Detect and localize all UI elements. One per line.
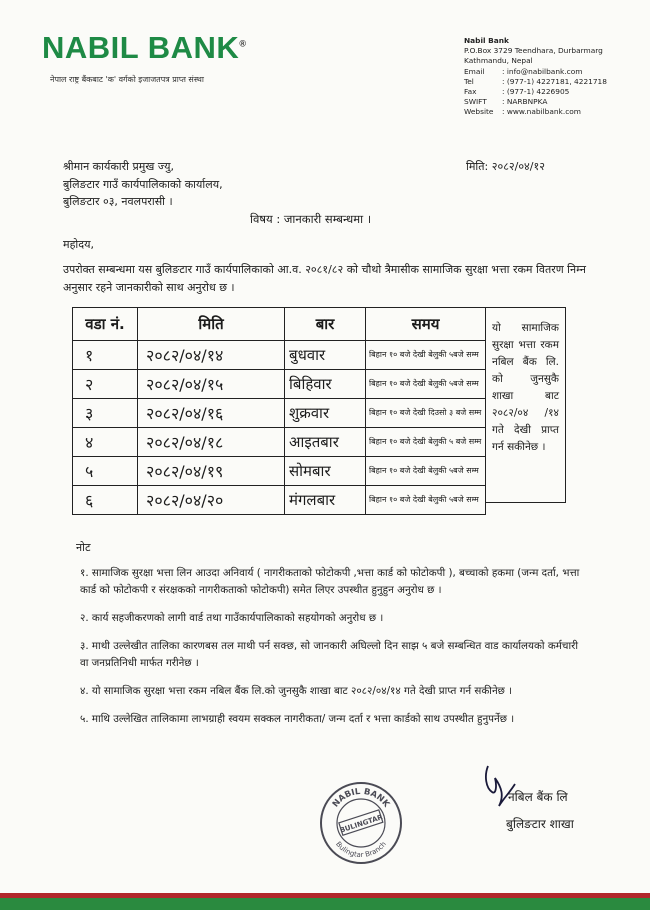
table-row (73, 486, 486, 515)
ward-cell: २ (73, 370, 138, 399)
notes-heading: नोट (76, 541, 91, 554)
date-cell: २०८२/०४/२० (138, 486, 285, 515)
ward-cell: ६ (73, 486, 138, 515)
time-cell: बिहान १० बजे देखी बेलुकी ५बजे सम्म (366, 486, 486, 515)
ward-cell: ५ (73, 457, 138, 486)
registered-mark: ® (239, 38, 247, 49)
date-cell: २०८२/०४/१९ (138, 457, 285, 486)
time-cell: बिहान १० बजे देखी बेलुकी ५ बजे सम्म (366, 428, 486, 457)
svg-text:Bulingtar Branch (334, 840, 388, 859)
day-cell: सोमबार (285, 457, 366, 486)
table-row (73, 370, 486, 399)
note-item: ४. यो सामाजिक सुरक्षा भत्ता रकम नबिल बैंक लि.को जुनसुकै शाखा बाट २०८२/०४/१४ गते देखी प्राप्त गर्न सकीनेछ । (80, 685, 513, 697)
letter-date: मिति: २०८२/०४/१२ (466, 160, 545, 173)
contact-swift: SWIFT : NARBNPKA (464, 97, 548, 107)
contact-tel: Tel : (977-1) 4227181, 4221718 (464, 76, 607, 86)
signature-bank-name: नबिल बैंक लि (508, 790, 568, 804)
branch-stamp (318, 780, 404, 866)
ward-cell: ४ (73, 428, 138, 457)
header-time: समय (366, 308, 486, 341)
signature-branch-name: बुलिङटार शाखा (506, 817, 574, 831)
day-cell: मंगलबार (285, 486, 366, 515)
bank-tagline: नेपाल राष्ट्र बैंकबाट 'क' वर्गको इजाजतपत्र प्राप्त संस्था (50, 75, 204, 84)
ward-cell: ३ (73, 399, 138, 428)
logo-text: NABIL BANK (42, 30, 240, 65)
date-cell: २०८२/०४/१४ (138, 341, 285, 370)
date-cell: २०८२/०४/१६ (138, 399, 285, 428)
time-cell: बिहान १० बजे देखी दिउसो ३ बजे सम्म (366, 399, 486, 428)
table-row (73, 428, 486, 457)
table-row (73, 457, 486, 486)
stamp-top-text: NABIL BANK (330, 786, 392, 810)
date-cell: २०८२/०४/१५ (138, 370, 285, 399)
table-row (73, 341, 486, 370)
addressee-line: बुलिङटार ०३, नवलपरासी । (63, 195, 173, 208)
contact-email: Email : info@nabilbank.com (464, 66, 583, 76)
ward-cell: १ (73, 341, 138, 370)
time-cell: बिहान १० बजे देखी बेलुकी ५बजे सम्म (366, 370, 486, 399)
note-item: २. कार्य सहजीकरणको लागी वार्ड तथा गाउँकार्यपालिकाको सहयोगको अनुरोध छ । (80, 612, 384, 624)
header-ward: वडा नं. (73, 308, 138, 341)
stamp-bottom-text: Bulingtar Branch (334, 840, 388, 860)
table-header-row (73, 308, 486, 341)
day-cell: शुक्रवार (285, 399, 366, 428)
note-item: १. सामाजिक सुरक्षा भत्ता लिन आउदा अनिवार्य ( नागरीकताको फोटोकपी ,भत्ता कार्ड को फोटोकपी ), बच्चाको हकमा (जन्म दर्ता, भत्ता कार्ड को फोटोकपी र संरक्षकको नागरीकताको फोटोकपी) समेत लिएर उपस्थीत हुनुहुन अनुरोध छ । (80, 567, 580, 596)
contact-block (464, 36, 607, 118)
day-cell: बुधवार (285, 341, 366, 370)
stamp-middle-text: BULINGTAR (338, 813, 384, 835)
salutation: महोदय, (63, 238, 94, 251)
intro-paragraph: उपरोक्त सम्बन्धमा यस बुलिङटार गाउँ कार्यपालिकाको आ.व. २०८१/८२ को चौथो त्रैमासीक सामाजिक सुरक्षा भत्ता रकम वितरण निम्न अनुसार रहने जानकारीको साथ अनुरोध छ । (63, 263, 586, 294)
address-line-1: P.O.Box 3729 Teendhara, Durbarmarg (464, 46, 603, 56)
address-line-2: Kathmandu, Nepal (464, 56, 533, 66)
addressee-block (63, 158, 223, 211)
schedule-table (72, 307, 486, 515)
day-cell: आइतबार (285, 428, 366, 457)
subject-line: विषय : जानकारी सम्बन्धमा । (250, 212, 372, 226)
addressee-line: बुलिङटार गाउँ कार्यपालिकाको कार्यालय, (63, 177, 223, 191)
contact-fax: Fax : (977-1) 4226905 (464, 87, 570, 97)
addressee-line: श्रीमान कार्यकारी प्रमुख ज्यु, (63, 160, 174, 173)
table-row (73, 399, 486, 428)
note-item: ५. माथि उल्लेखित तालिकामा लाभग्राही स्वयम सक्कल नागरीकता/ जन्म दर्ता र भत्ता कार्डको साथ उपस्थीत हुनुपर्नेछ । (80, 713, 515, 725)
header-day: बार (285, 308, 366, 341)
time-cell: बिहान १० बजे देखी बेलुकी ५बजे सम्म (366, 457, 486, 486)
bank-logo (42, 30, 246, 66)
date-cell: २०८२/०४/१८ (138, 428, 285, 457)
time-cell: बिहान १० बजे देखी बेलुकी ५बजे सम्म (366, 341, 486, 370)
day-cell: बिहिवार (285, 370, 366, 399)
schedule-side-note: यो सामाजिक सुरक्षा भत्ता रकम नबिल बैंक लि. को जुनसुकै शाखा बाट २०८२/०४ /१४ गते देखी प्राप्त गर्न सकीनेछ । (486, 307, 566, 503)
notes-list (80, 565, 588, 739)
note-item: ३. माथी उल्लेखीत तालिका कारणबस तल माथी पर्न सक्छ, सो जानकारी अघिल्लो दिन साझ ५ बजे सम्बन्धित वाड कार्यालयको कर्मचारी वा जनप्रतिनिधी मार्फत गरीनेछ । (80, 640, 578, 669)
bank-name: Nabil Bank (464, 36, 509, 45)
header-date: मिति (138, 308, 285, 341)
contact-website: Website : www.nabilbank.com (464, 107, 581, 117)
footer-green-stripe (0, 898, 650, 910)
distribution-schedule (72, 307, 568, 537)
